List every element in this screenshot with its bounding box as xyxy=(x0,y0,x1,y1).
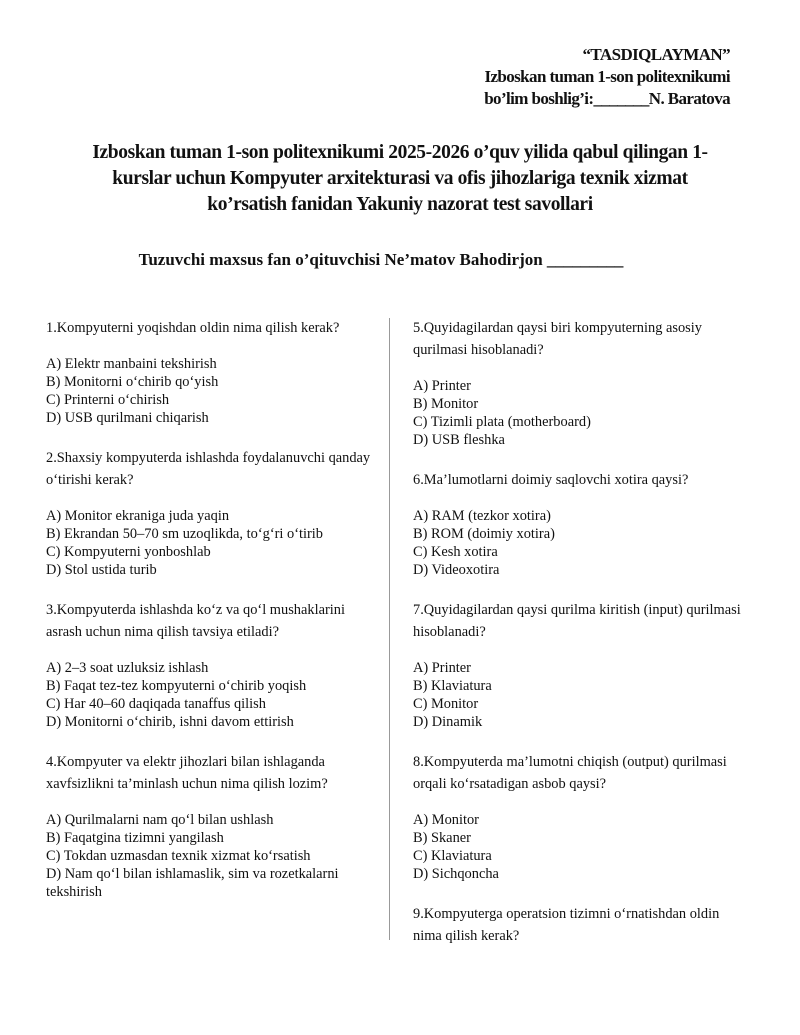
approval-block xyxy=(484,44,730,110)
answer-option: A) Elektr manbaini tekshirish xyxy=(46,356,217,372)
answer-option: C) Tizimli plata (motherboard) xyxy=(413,414,591,430)
question-item xyxy=(46,447,376,579)
title-line-2: kurslar uchun Kompyuter arxitekturasi va ofis jihozlariga texnik xizmat xyxy=(112,168,688,189)
question-text: 6.Ma’lumotlarni doimiy saqlovchi xotira qaysi? xyxy=(413,472,689,488)
question-text: 2.Shaxsiy kompyuterda ishlashda foydalanuvchi qanday o‘tirishi kerak? xyxy=(46,450,371,488)
author-line: Tuzuvchi maxsus fan o’qituvchisi Ne’matov Bahodirjon _________ xyxy=(138,250,624,269)
answer-option: A) Monitor ekraniga juda yaqin xyxy=(46,508,230,524)
approval-signatory: bo’lim boshlig’i:_______N. Baratova xyxy=(484,89,730,108)
answer-option: A) Printer xyxy=(413,378,471,394)
question-text: 3.Kompyuterda ishlashda ko‘z va qo‘l mushaklarini asrash uchun nima qilish tavsiya etiladi? xyxy=(46,602,345,640)
question-text: 5.Quyidagilardan qaysi biri kompyuterning asosiy qurilmasi hisoblanadi? xyxy=(413,320,702,358)
answer-option: A) RAM (tezkor xotira) xyxy=(413,508,551,524)
answer-option: C) Monitor xyxy=(413,696,479,712)
answer-option: B) Monitorni o‘chirib qo‘yish xyxy=(46,374,219,390)
title-line-3: ko’rsatish fanidan Yakuniy nazorat test savollari xyxy=(207,194,593,215)
question-item xyxy=(413,469,743,579)
document-title xyxy=(50,140,750,218)
question-item xyxy=(46,599,376,731)
question-item xyxy=(413,599,743,731)
answer-option: B) Faqat tez-tez kompyuterni o‘chirib yoqish xyxy=(46,678,307,694)
answer-option: B) ROM (doimiy xotira) xyxy=(413,526,555,542)
question-text: 9.Kompyuterga operatsion tizimni o‘rnatishdan oldin nima qilish kerak? xyxy=(413,906,720,944)
answer-option: D) Sichqoncha xyxy=(413,866,499,882)
column-divider xyxy=(389,318,390,940)
question-item xyxy=(46,317,376,427)
answer-option: B) Monitor xyxy=(413,396,479,412)
right-question-column xyxy=(413,317,743,967)
answer-option: B) Ekrandan 50–70 sm uzoqlikda, to‘g‘ri o‘tirib xyxy=(46,526,323,542)
question-text: 8.Kompyuterda ma’lumotni chiqish (output) qurilmasi orqali ko‘rsatadigan asbob qaysi? xyxy=(413,754,727,792)
question-item xyxy=(413,903,743,947)
answer-option: A) Printer xyxy=(413,660,471,676)
question-item xyxy=(413,317,743,449)
answer-option: B) Faqatgina tizimni yangilash xyxy=(46,830,224,846)
answer-option: C) Klaviatura xyxy=(413,848,492,864)
answer-option: A) 2–3 soat uzluksiz ishlash xyxy=(46,660,209,676)
answer-option: A) Monitor xyxy=(413,812,479,828)
left-question-column xyxy=(46,317,376,921)
question-text: 4.Kompyuter va elektr jihozlari bilan ishlaganda xavfsizlikni ta’minlash uchun nima qilish lozim? xyxy=(46,754,328,792)
approval-stamp: “TASDIQLAYMAN” xyxy=(582,45,730,64)
answer-option: A) Qurilmalarni nam qo‘l bilan ushlash xyxy=(46,812,274,828)
title-line-1: Izboskan tuman 1-son politexnikumi 2025-2026 o’quv yilida qabul qilingan 1- xyxy=(92,142,708,163)
approval-institution: Izboskan tuman 1-son politexnikumi xyxy=(484,67,730,86)
answer-option: D) Nam qo‘l bilan ishlamaslik, sim va rozetkalarni tekshirish xyxy=(46,866,339,900)
answer-option: C) Tokdan uzmasdan texnik xizmat ko‘rsatish xyxy=(46,848,311,864)
answer-option: D) Stol ustida turib xyxy=(46,562,157,578)
question-text: 7.Quyidagilardan qaysi qurilma kiritish (input) qurilmasi hisoblanadi? xyxy=(413,602,741,640)
answer-option: D) Videoxotira xyxy=(413,562,500,578)
answer-option: D) Monitorni o‘chirib, ishni davom ettirish xyxy=(46,714,294,730)
answer-option: C) Kesh xotira xyxy=(413,544,498,560)
answer-option: B) Klaviatura xyxy=(413,678,492,694)
answer-option: C) Har 40–60 daqiqada tanaffus qilish xyxy=(46,696,266,712)
question-item xyxy=(46,751,376,901)
answer-option: D) USB qurilmani chiqarish xyxy=(46,410,209,426)
answer-option: D) Dinamik xyxy=(413,714,483,730)
question-text: 1.Kompyuterni yoqishdan oldin nima qilish kerak? xyxy=(46,320,340,336)
answer-option: C) Kompyuterni yonboshlab xyxy=(46,544,211,560)
question-item xyxy=(413,751,743,883)
answer-option: B) Skaner xyxy=(413,830,471,846)
answer-option: D) USB fleshka xyxy=(413,432,505,448)
answer-option: C) Printerni o‘chirish xyxy=(46,392,170,408)
